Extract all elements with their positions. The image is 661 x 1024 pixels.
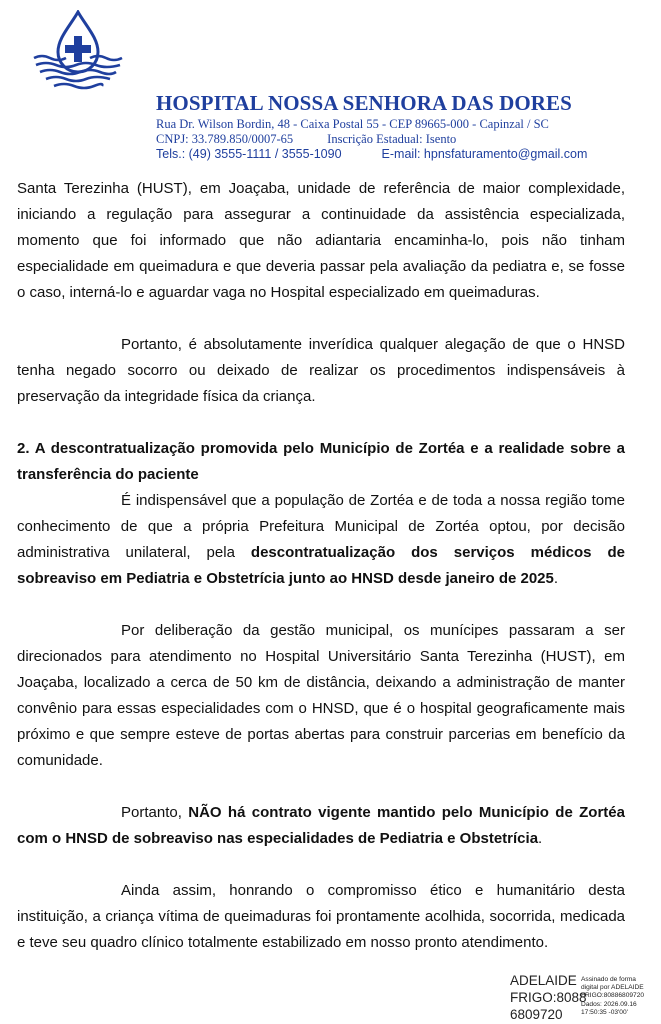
emphasis-no-contract: NÃO há contrato vigente mantido pelo Município de Zortéa com o HNSD de sobreaviso nas especialidades de Pediatria e Obstetrícia: [17, 804, 625, 847]
phone-numbers: Tels.: (49) 3555-1111 / 3555-1090: [156, 147, 342, 161]
paragraph-denial-refutation: Portanto, é absolutamente inverídica qualquer alegação de que o HNSD tenha negado socorro ou deixado de realizar os procedimentos indispensáveis à preservação da integridade física da criança.: [17, 336, 625, 405]
paragraph-patient-care: Ainda assim, honrando o compromisso ético e humanitário desta instituição, a criança vítima de queimaduras foi prontamente acolhida, socorrida, medicada e teve seu quadro clínico totalmente estabilizado em nosso pronto atendimento.: [17, 882, 625, 951]
hospital-logo-icon: [30, 10, 126, 92]
contact-line: [156, 147, 587, 161]
section-heading-2: 2. A descontratualização promovida pelo Município de Zortéa e a realidade sobre a transferência do paciente: [17, 440, 625, 483]
signature-metadata: Assinado de forma digital por ADELAIDE FRIGO:80886809720 Dados: 2026.09.16 17:50:35 -03'00': [581, 976, 645, 1016]
paragraph-descontratualizacao: É indispensável que a população de Zortéa e de toda a nossa região tome conhecimento de que a própria Prefeitura Municipal de Zortéa optou, por decisão administrativa unilateral, pela descontratualização dos serviços médicos de sobreaviso em Pediatria e Obstetrícia junto ao HNSD desde janeiro de 2025.: [17, 492, 625, 587]
hospital-name: HOSPITAL NOSSA SENHORA DAS DORES: [156, 91, 572, 115]
signer-name: ADELAIDE FRIGO:8088 6809720: [510, 973, 587, 1022]
paragraph-municipal-deliberation: Por deliberação da gestão municipal, os munícipes passaram a ser direcionados para atendimento no Hospital Universitário Santa Terezinha (HUST), em Joaçaba, localizado a cerca de 50 km de distância, deixando a administração de manter convênio para essas especialidades com o HNSD, que é o hospital geograficamente mais próximo e que sempre esteve de portas abertas para construir parcerias em benefício da comunidade.: [17, 622, 625, 769]
hospital-address: Rua Dr. Wilson Bordin, 48 - Caixa Postal 55 - CEP 89665-000 - Capinzal / SC: [156, 117, 549, 131]
paragraph-continuation: Santa Terezinha (HUST), em Joaçaba, unidade de referência de maior complexidade, iniciando a regulação para assegurar a continuidade da assistência especializada, momento que foi informado que não adiantaria encaminha-lo, pois não tinham especialidade em queimadura e que deveria passar pela avaliação da pediatra e, se fosse o caso, interná-lo e aguardar vaga no Hospital especializado em queimaduras.: [17, 180, 625, 301]
letter-body: [17, 176, 625, 956]
cnpj: CNPJ: 33.789.850/0007-65: [156, 132, 294, 146]
emphasis-descontratualizacao: descontratualização dos serviços médicos de sobreaviso em Pediatria e Obstetrícia junto ao HNSD desde janeiro de 2025: [17, 544, 625, 587]
state-registration: Inscrição Estadual: Isento: [327, 132, 457, 146]
paragraph-no-contract: Portanto, NÃO há contrato vigente mantido pelo Município de Zortéa com o HNSD de sobreaviso nas especialidades de Pediatria e Obstetrícia.: [17, 804, 625, 847]
registration-line: [156, 132, 456, 147]
email-address: E-mail: hpnsfaturamento@gmail.com: [381, 147, 588, 161]
digital-signature: [510, 972, 661, 1024]
